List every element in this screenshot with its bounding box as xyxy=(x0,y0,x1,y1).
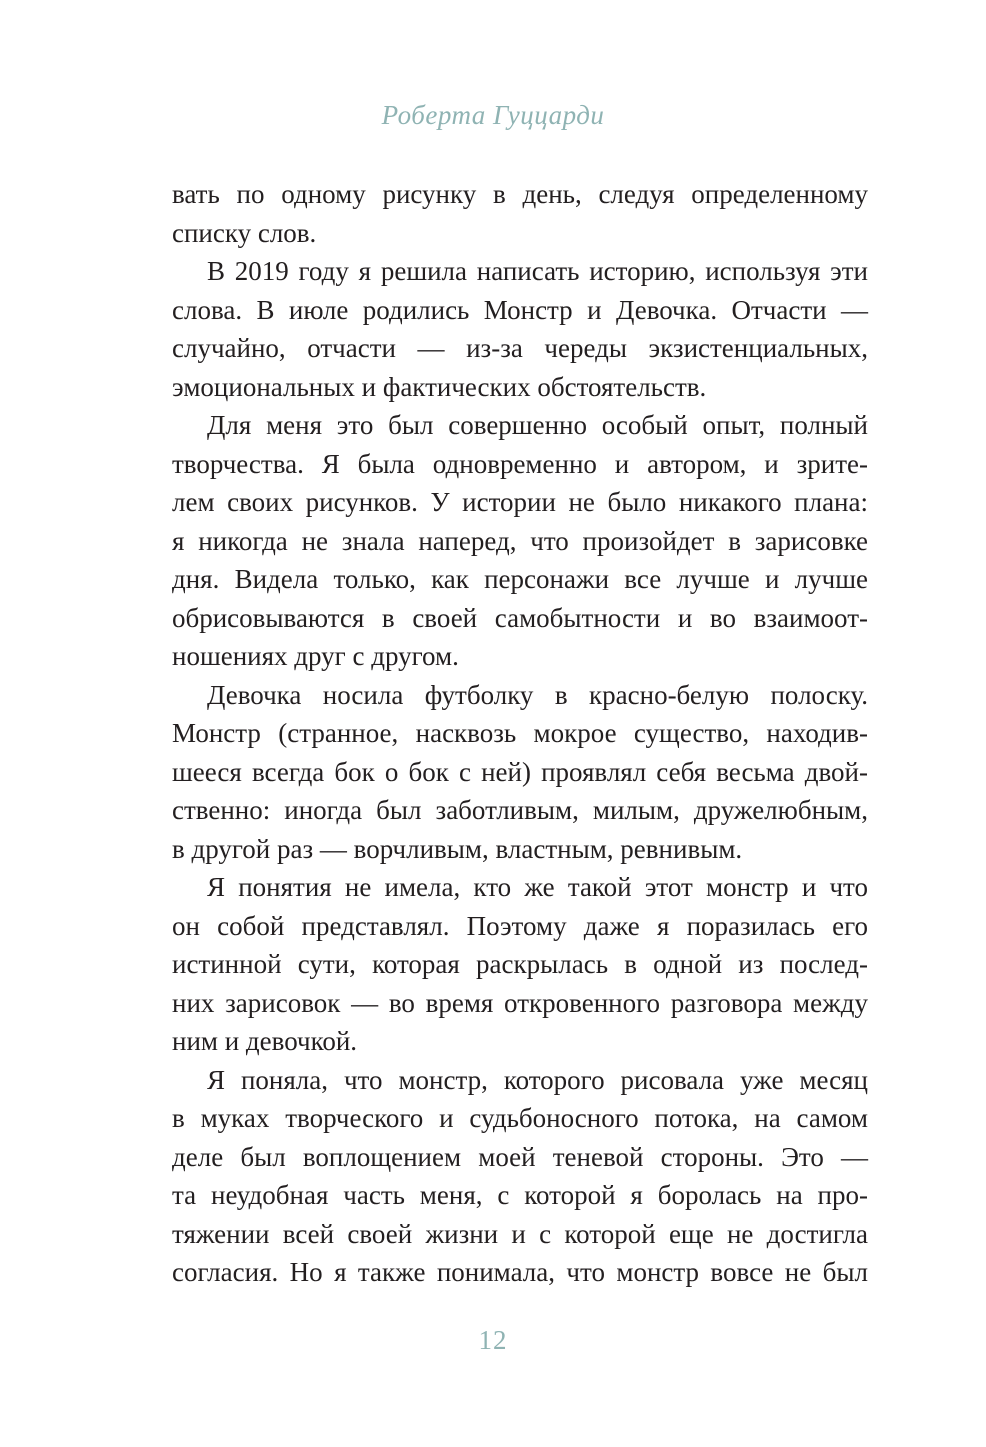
text-line: эмоциональных и фактических обстоятельств. xyxy=(172,371,707,402)
text-line: согласия. Но я также понимала, что монстр вовсе не был xyxy=(172,1257,868,1287)
text-line: них зарисовок — во время откровенного разговора между xyxy=(172,987,868,1018)
text-line: ним и девочкой. xyxy=(172,1026,358,1056)
text-line: Монстр (странное, насквозь мокрое существо, находив- xyxy=(172,718,868,748)
text-line: я никогда не знала наперед, что произойдет в зарисовке xyxy=(172,525,868,556)
text-line: шееся всегда бок о бок с ней) проявлял себя весьма двой- xyxy=(172,756,868,787)
text-line: дня. Видела только, как персонажи все лучше и лучше xyxy=(172,564,868,594)
text-line: Для меня это был совершенно особый опыт, полный xyxy=(207,410,868,440)
text-line: ношениях друг с другом. xyxy=(172,641,459,671)
text-line: в другой раз — ворчливым, властным, ревнивым. xyxy=(172,833,743,864)
running-head: Роберта Гуццарди xyxy=(381,100,605,130)
body-text xyxy=(172,175,868,1292)
text-line: та неудобная часть меня, с которой я боролась на про- xyxy=(172,1180,868,1210)
text-line: списку слов. xyxy=(172,217,317,248)
text-line: творчества. Я была одновременно и автором, и зрите- xyxy=(172,448,868,479)
text-line: он собой представлял. Поэтому даже я поразилась его xyxy=(172,910,868,941)
page-number: 12 xyxy=(478,1325,508,1355)
text-line: Я поняла, что монстр, которого рисовала уже месяц xyxy=(207,1064,868,1095)
text-line: ственно: иногда был заботливым, милым, дружелюбным, xyxy=(172,795,868,825)
text-line: в муках творческого и судьбоносного потока, на самом xyxy=(172,1103,868,1133)
text-line: В 2019 году я решила написать историю, используя эти xyxy=(207,256,868,286)
text-line: вать по одному рисунку в день, следуя определенному xyxy=(172,179,868,209)
text-line: деле был воплощением моей теневой стороны. Это — xyxy=(172,1141,868,1172)
text-line: обрисовываются в своей самобытности и во взаимоот- xyxy=(172,602,868,633)
text-line: лем своих рисунков. У истории не было никакого плана: xyxy=(172,487,868,517)
text-line: слова. В июле родились Монстр и Девочка. Отчасти — xyxy=(172,294,868,325)
text-line: тяжении всей своей жизни и с которой еще не достигла xyxy=(172,1218,868,1249)
text-line: случайно, отчасти — из-за череды экзистенциальных, xyxy=(172,333,868,363)
text-line: Девочка носила футболку в красно-белую полоску. xyxy=(207,679,868,710)
text-line: Я понятия не имела, кто же такой этот монстр и что xyxy=(207,872,868,902)
text-line: истинной сути, которая раскрылась в одной из послед- xyxy=(172,949,868,979)
